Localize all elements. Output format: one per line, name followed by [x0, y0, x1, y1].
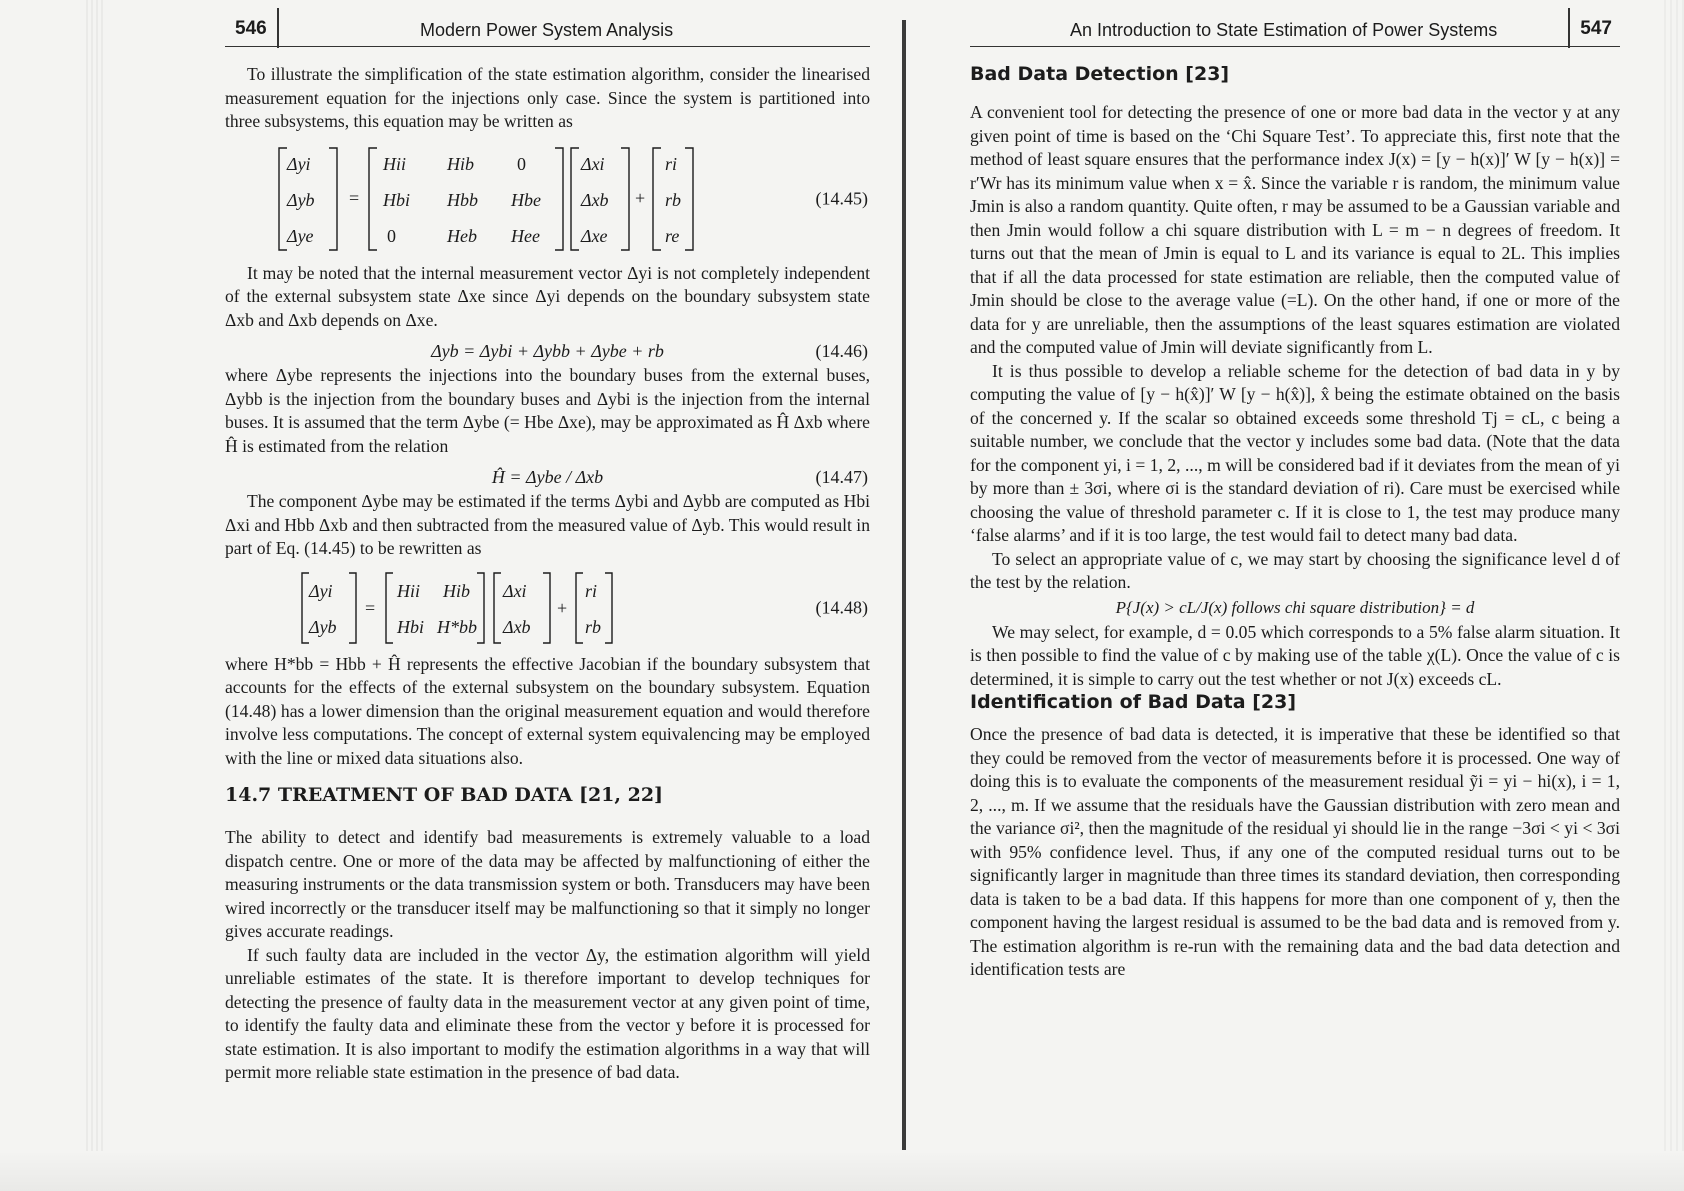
matrix-entry: H*bb — [437, 616, 477, 637]
paragraph: A convenient tool for detecting the presence of one or more bad data in the vector y at any given point of time is based on the ‘Chi Square Test’. To appreciate this, first note that the method of least square ensures that the performance index J(x) = [y − h(x)]′ W [y − h(x)] = r′Wr has its minimum value when x = x̂. Since the variable r is random, the minimum value Jmin is also a random quantity. Quite often, r may be assumed to be a Gaussian variable and then Jmin would follow a chi square distribution with L = m − n degrees of freedom. It turns out that the mean of Jmin is equal to L and its variance is equal to 2L. This implies that if all the data processed for state estimation are reliable, then the computed value of Jmin should be close to the average value (=L). On the other hand, if one or more of the data for y are unreliable, then the assumptions of the least squares estimation are violated and the computed value of Jmin will deviate significantly from L. — [970, 102, 1620, 357]
equation-text: Ĥ = Δybe / Δxb — [491, 467, 604, 487]
subheading: Identification of Bad Data [23] — [970, 691, 1297, 713]
page-number: 547 — [1580, 18, 1612, 39]
state-entry: Δxe — [581, 225, 608, 246]
lhs-entry: Δyb — [309, 616, 337, 637]
state-entry: Δxi — [503, 580, 527, 601]
equation-text: Δyb = Δybi + Δybb + Δybe + rb — [431, 341, 664, 361]
svg-text:=: = — [365, 597, 376, 618]
svg-text:+: + — [635, 187, 646, 208]
lhs-entry: Δyb — [287, 189, 315, 210]
equation-number: (14.45) — [815, 188, 868, 208]
page-number: 546 — [235, 18, 267, 39]
paragraph: Once the presence of bad data is detected, it is imperative that these be identified so that they could be removed from the vector of measurements before it is processed. One way of doing this is to evaluate the components of the measurement residual ỹi = yi − hi(x), i = 1, 2, ..., m. If we assume that the residuals have the Gaussian distribution with zero mean and the variance σi², then the magnitude of the residual yi should lie in the range −3σi < yi < 3σi with 95% confidence level. Thus, if any one of the computed residual turns out to be significantly larger in magnitude than three times its standard deviation, then corresponding data is taken to be a bad data. If this happens for more than one component of y, then the component having the largest residual is assumed to be the bad data and is removed from y. The estimation algorithm is re-run with the remaining data and the bad data detection and identification tests are — [970, 724, 1620, 979]
equation-14-45 — [225, 140, 870, 258]
paragraph: It may be noted that the internal measurement vector Δyi is not completely independent of the external subsystem state Δxe since Δyi depends on the boundary subsystem state Δxb and Δxb depends on Δxe. — [225, 262, 870, 330]
running-title: Modern Power System Analysis — [420, 20, 674, 40]
equation-number: (14.48) — [815, 597, 868, 617]
paragraph: To illustrate the simplification of the state estimation algorithm, consider the linearised measurement equation for the injections only case. Since the system is partitioned into three subsystems, this equation may be written as — [225, 64, 870, 131]
equation-14-46 — [225, 338, 870, 364]
lhs-entry: Δyi — [309, 580, 333, 601]
matrix-entry: 0 — [387, 225, 396, 246]
equation-number: (14.47) — [815, 467, 868, 487]
residual-entry: ri — [665, 153, 678, 174]
equation-14-48 — [225, 567, 870, 649]
paragraph: The component Δybe may be estimated if the terms Δybi and Δybb are computed as Hbi Δxi and Hbb Δxb and then subtracted from the measured value of Δyb. This would result in part of Eq. (14.45) to be rewritten as — [225, 491, 870, 558]
matrix-entry: Hbi — [397, 616, 424, 637]
matrix-entry: Hbe — [511, 189, 541, 210]
paragraph: We may select, for example, d = 0.05 which corresponds to a 5% false alarm situation. It is then possible to find the value of c by making use of the table χ(L). Once the value of c is determined, it is simple to carry out the test whether or not J(x) exceeds cL. — [970, 621, 1620, 689]
paragraph: The ability to detect and identify bad measurements is extremely valuable to a load dispatch centre. One or more of the data may be affected by malfunctioning of either the measuring instruments or the data transmission system or both. Transducers may have been wired incorrectly or the transducer itself may be malfunctioning so that it simply no longer gives accurate readings. — [225, 827, 870, 941]
matrix-entry: 0 — [517, 153, 526, 174]
svg-text:+: + — [557, 597, 568, 618]
right-page-header — [970, 0, 1620, 47]
subheading: Bad Data Detection [23] — [970, 63, 1230, 85]
right-page — [970, 0, 1620, 982]
svg-text:=: = — [349, 187, 360, 208]
book-spine — [902, 20, 906, 1150]
bottom-page-edge — [0, 1151, 1684, 1191]
residual-entry: rb — [665, 189, 682, 210]
matrix-entry: Hii — [397, 580, 421, 601]
residual-entry: ri — [585, 580, 598, 601]
matrix-entry: Hii — [383, 153, 407, 174]
left-margin-edge — [86, 0, 104, 1191]
matrix-entry: Hbb — [447, 189, 478, 210]
state-entry: Δxb — [503, 616, 531, 637]
right-margin-edge — [1664, 0, 1684, 1191]
lhs-entry: Δye — [287, 225, 314, 246]
lhs-entry: Δyi — [287, 153, 311, 174]
matrix-entry: Heb — [447, 225, 477, 246]
left-page — [225, 0, 870, 1085]
matrix-entry: Hee — [511, 225, 540, 246]
matrix-entry: Hib — [447, 153, 474, 174]
paragraph: It is thus possible to develop a reliable scheme for the detection of bad data in y by computing the value of [y − h(x̂)]′ W [y − h(x̂)], x̂ being the estimate obtained on the basis of the concerned y. If the scalar so obtained exceeds some threshold Tj = cL, c being a suitable number, we conclude that the vector y includes some bad data. (Note that the data for the component yi, i = 1, 2, ..., m will be considered bad if it deviates from the mean of yi by more than ± 3σi, where σi is the standard deviation of ri). Care must be exercised while choosing the value of threshold parameter c. If it is close to 1, the test may produce many ‘false alarms’ and if it is too large, the test would fail to detect many bad data. — [970, 360, 1620, 545]
matrix-entry: Hbi — [383, 189, 410, 210]
section-heading: 14.7 TREATMENT OF BAD DATA [21, 22] — [225, 784, 664, 806]
matrix-entry: Hib — [443, 580, 470, 601]
running-title: An Introduction to State Estimation of Power Systems — [1070, 20, 1498, 40]
matrix-equation — [225, 140, 785, 258]
equation-text: P{J(x) > cL/J(x) follows chi square distribution} = d — [1115, 597, 1475, 617]
residual-entry: re — [665, 225, 680, 246]
significance-relation — [970, 595, 1620, 621]
equation-number: (14.46) — [815, 341, 868, 361]
paragraph: If such faulty data are included in the vector Δy, the estimation algorithm will yield unreliable estimates of the state. It is therefore important to develop techniques for detecting the presence of faulty data in the measurement vector at any given point of time, to identify the faulty data and eliminate these from the vector y before it is processed for state estimation. It is also important to modify the estimation algorithms in a way that will permit more reliable state estimation in the presence of bad data. — [225, 944, 870, 1082]
matrix-equation — [225, 567, 745, 649]
paragraph: where Δybe represents the injections into the boundary buses from the external buses, Δybb is the injection from the boundary buses and Δybi is the injection from the internal buses. It is assumed that the term Δybe (= Hbe Δxe), may be approximated as Ĥ Δxb where Ĥ is estimated from the relation — [225, 365, 870, 456]
residual-entry: rb — [585, 616, 602, 637]
header-rule-tick — [1568, 8, 1570, 48]
state-entry: Δxb — [581, 189, 609, 210]
paragraph: where H*bb = Hbb + Ĥ represents the effective Jacobian if the boundary subsystem that accounts for the effects of the external subsystem on the boundary subsystem. Equation (14.48) has a lower dimension than the original measurement equation and would therefore involve less computations. The concept of external system equivalencing may be employed with the line or mixed data situations also. — [225, 653, 870, 768]
left-page-header — [225, 0, 870, 47]
equation-14-47 — [225, 464, 870, 490]
state-entry: Δxi — [581, 153, 605, 174]
paragraph: To select an appropriate value of c, we may start by choosing the significance level d of the test by the relation. — [970, 548, 1620, 592]
header-rule-tick — [277, 8, 279, 48]
